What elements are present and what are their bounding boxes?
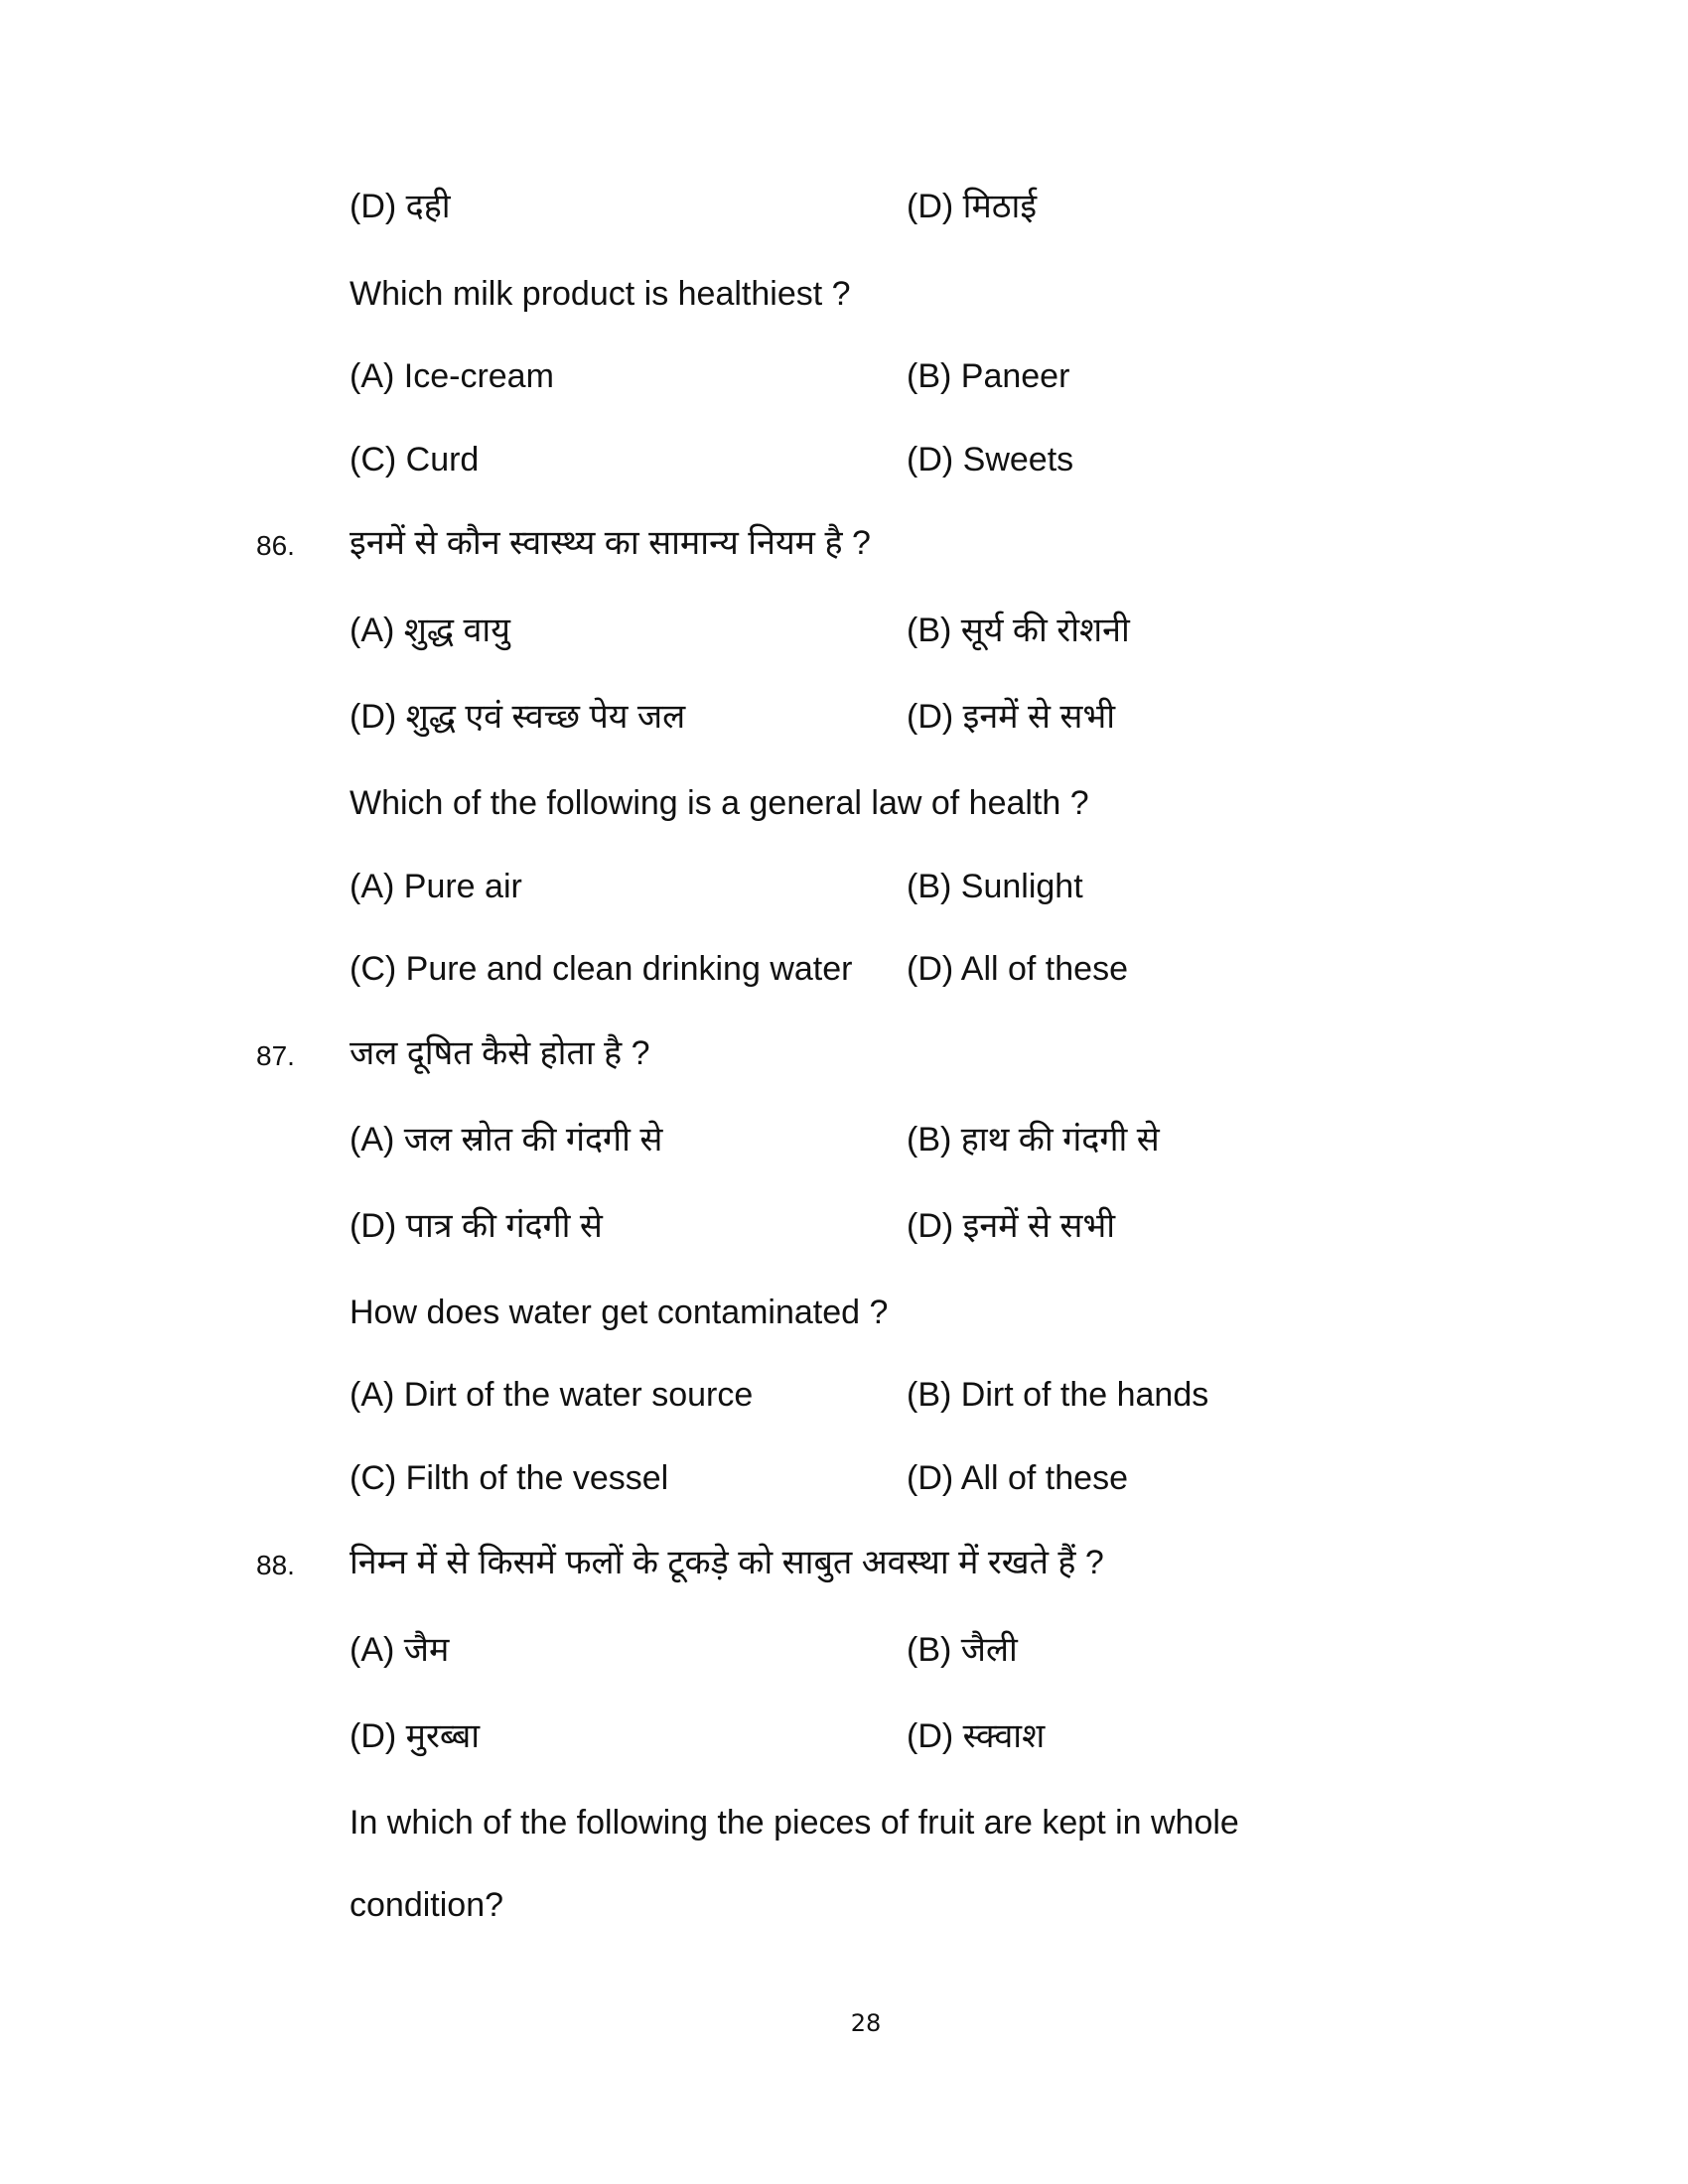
option-b-english: (B) Paneer bbox=[907, 357, 1070, 395]
option-b-english: (B) Dirt of the hands bbox=[907, 1376, 1209, 1414]
page-number: 28 bbox=[850, 2009, 882, 2037]
question-text-english: Which milk product is healthiest ? bbox=[350, 275, 851, 313]
option-a-hindi: (A) जल स्रोत की गंदगी से bbox=[350, 1121, 663, 1159]
option-d-hindi: (D) दही bbox=[350, 188, 451, 225]
option-a-english: (A) Pure air bbox=[350, 868, 522, 905]
option-c-english: (C) Filth of the vessel bbox=[350, 1459, 669, 1497]
question-text-hindi: इनमें से कौन स्वास्थ्य का सामान्य नियम है ? bbox=[350, 524, 871, 562]
question-number: 88. bbox=[256, 1550, 295, 1580]
question-text-english: How does water get contaminated ? bbox=[350, 1294, 889, 1331]
option-b-hindi: (B) सूर्य की रोशनी bbox=[907, 612, 1130, 649]
option-a-hindi: (A) शुद्ध वायु bbox=[350, 612, 510, 649]
question-text-english: In which of the following the pieces of fruit are kept in whole bbox=[350, 1804, 1239, 1842]
option-c-english: (C) Curd bbox=[350, 441, 480, 478]
question-text-english: Which of the following is a general law of health ? bbox=[350, 784, 1089, 822]
question-text-english-continued: condition? bbox=[350, 1886, 504, 1924]
question-text-hindi: जल दूषित कैसे होता है ? bbox=[350, 1034, 650, 1072]
option-c-hindi: (D) शुद्ध एवं स्वच्छ पेय जल bbox=[350, 698, 686, 736]
option-c-hindi: (D) मुरब्बा bbox=[350, 1717, 481, 1755]
option-d-english: (D) Sweets bbox=[907, 441, 1074, 478]
option-c-english: (C) Pure and clean drinking water bbox=[350, 950, 853, 988]
option-a-english: (A) Dirt of the water source bbox=[350, 1376, 754, 1414]
option-b-hindi: (B) जैली bbox=[907, 1631, 1018, 1669]
option-d-hindi: (D) मिठाई bbox=[907, 188, 1038, 225]
option-d-hindi: (D) स्क्वाश bbox=[907, 1717, 1046, 1755]
option-d-hindi: (D) इनमें से सभी bbox=[907, 698, 1116, 736]
question-number: 86. bbox=[256, 530, 295, 561]
option-d-english: (D) All of these bbox=[907, 950, 1128, 988]
question-number: 87. bbox=[256, 1040, 295, 1071]
option-a-english: (A) Ice-cream bbox=[350, 357, 554, 395]
option-a-hindi: (A) जैम bbox=[350, 1631, 450, 1669]
option-d-hindi: (D) इनमें से सभी bbox=[907, 1207, 1116, 1245]
question-text-hindi: निम्न में से किसमें फलों के टूकड़े को साबुत अवस्था में रखते हैं ? bbox=[350, 1544, 1104, 1581]
option-c-hindi: (D) पात्र की गंदगी से bbox=[350, 1207, 603, 1245]
option-d-english: (D) All of these bbox=[907, 1459, 1128, 1497]
option-b-hindi: (B) हाथ की गंदगी से bbox=[907, 1121, 1160, 1159]
option-b-english: (B) Sunlight bbox=[907, 868, 1083, 905]
